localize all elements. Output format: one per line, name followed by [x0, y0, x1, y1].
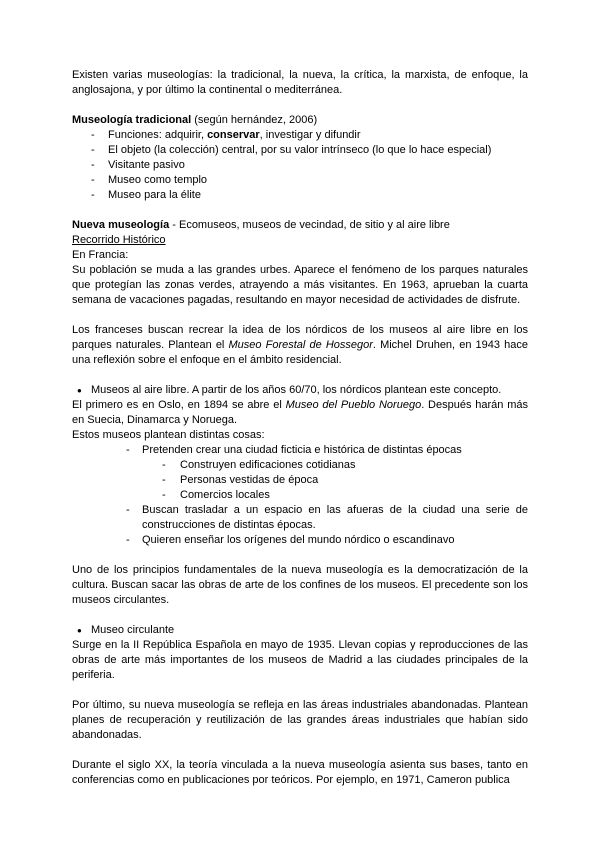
list-item: - Personas vestidas de época: [72, 473, 528, 488]
list-item: - Funciones: adquirir, conservar, investigar y difundir: [72, 128, 528, 143]
traditional-list: [72, 128, 528, 203]
new-heading: [72, 218, 528, 233]
sub-sub-list: [72, 458, 528, 503]
traditional-heading: [72, 113, 528, 128]
france-label: En Francia:: [72, 249, 129, 261]
paragraph: Por último, su nueva museología se refleja en las áreas industriales abandonadas. Plantean planes de recuperación y reutilización de las grandes áreas industriales que habían sido abandonadas.: [72, 699, 528, 741]
paragraph: Durante el siglo XX, la teoría vinculada a la nueva museología asienta sus bases, tanto en conferencias como en publicaciones por teóricos. Por ejemplo, en 1971, Cameron publica: [72, 759, 528, 786]
paragraph: Estos museos plantean distintas cosas:: [72, 429, 265, 441]
traditional-title: Museología tradicional: [72, 114, 192, 126]
list-item: - Pretenden crear una ciudad ficticia e histórica de distintas épocas: [72, 443, 528, 458]
new-subtitle: - Ecomuseos, museos de vecindad, de sitio y al aire libre: [169, 219, 450, 231]
list-item: - Museo para la élite: [72, 188, 528, 203]
intro-paragraph: Existen varias museologías: la tradicional, la nueva, la crítica, la marxista, de enfoque, la anglosajona, y por último la continental o mediterránea.: [72, 69, 528, 96]
paragraph: Uno de los principios fundamentales de la nueva museología es la democratización de la cultura. Buscan sacar las obras de arte de los confines de los museos. El precedente son los museos circulantes.: [72, 564, 528, 606]
paragraph: Los franceses buscan recrear la idea de los nórdicos de los museos al aire libre en los parques naturales. Plantean el Museo Forestal de Hossegor. Michel Druhen, en 1943 hace una reflexión sobre el enfoque en el ámbito residencial.: [72, 324, 528, 366]
list-item: - El objeto (la colección) central, por su valor intrínseco (lo que lo hace especial): [72, 143, 528, 158]
sub-list: [72, 503, 528, 548]
list-item: - Museo como templo: [72, 173, 528, 188]
document-page: [72, 68, 528, 788]
list-item: - Construyen edificaciones cotidianas: [72, 458, 528, 473]
list-item: - Quieren enseñar los orígenes del mundo nórdico o escandinavo: [72, 533, 528, 548]
bullet-item: ● Museos al aire libre. A partir de los años 60/70, los nórdicos plantean este concepto.: [72, 383, 528, 398]
paragraph: Su población se muda a las grandes urbes. Aparece el fenómeno de los parques naturales que protegían las zonas verdes, atrayendo a más visitantes. En 1963, aprueban la cuarta semana de vacaciones pagadas, resultando en mayor necesidad de actividades de disfrute.: [72, 264, 528, 306]
paragraph: El primero es en Oslo, en 1894 se abre el Museo del Pueblo Noruego. Después harán más en Suecia, Dinamarca y Noruega.: [72, 399, 529, 426]
new-title: Nueva museología: [72, 219, 170, 231]
history-heading: Recorrido Histórico: [72, 234, 166, 246]
traditional-source: (según hernández, 2006): [191, 114, 318, 126]
list-item: - Comercios locales: [72, 488, 528, 503]
list-item: - Visitante pasivo: [72, 158, 528, 173]
list-item: - Buscan trasladar a un espacio en las afueras de la ciudad una serie de construcciones de distintas épocas.: [72, 503, 528, 533]
sub-list: [72, 443, 528, 458]
bullet-item: ● Museo circulante: [72, 623, 528, 638]
paragraph: Surge en la II República Española en mayo de 1935. Llevan copias y reproducciones de las obras de arte más importantes de los museos de Madrid a las ciudades principales de la periferia.: [72, 639, 528, 681]
